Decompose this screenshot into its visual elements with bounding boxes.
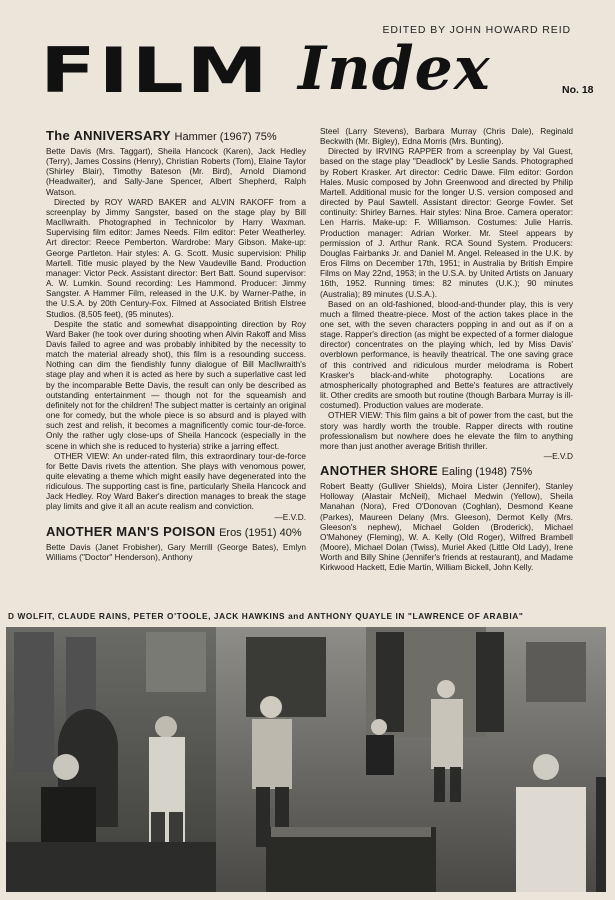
review-paragraph: Despite the static and somewhat disappointing direction by Roy Ward Baker (he took over during shooting when Alvin Rakoff and Miss Davis failed to agree and was probably inhibited by the necessity to match the material already shot), this film is a resounding success. Nothing can dim the fiendishly funny dialogue of Bill MacIlwraith's stage play and when it is acted as here by such a superlative cast led by the incomparable Bette Davis, the result can only be described as outstanding entertainment — though not for the squeamish and definitely not for the children! The subject matter is certainly an original one for comedy, but the whole piece is so absurd and is played with such zest and relish, it becomes a magnificently comic tour-de-force. Only the rather ugly close-ups of Sheila Hancock (especially in the scene in which she is reduced to hysteria) strike a jarring effect. (46, 318, 306, 451)
left-column (46, 126, 306, 604)
entry-title-anniversary (46, 128, 306, 145)
entry-title-text: ANOTHER SHORE (320, 463, 439, 479)
masthead-film: FILM (40, 34, 271, 107)
review-paragraph: Based on an old-fashioned, blood-and-thunder play, this is very much a filmed theatre-piece. Most of the action takes place in the one set, with the seven characters popping in and out as if on a stage. Rapper's direction (as might be expected of a former dialogue director) concentrates on the playing which, led by Miss Davis' overblown performance, is heavily theatrical. The one saving grace of this contrived and ridiculous murder melodrama is Robert Krasker's black-and-white photography. Locations are atmospherically photographed and Bette's features are attractively lit. Other credits are smooth but routine (though Barbara Murray is ill-costumed). Production values are moderate. (320, 298, 573, 411)
reviewer-signature: —E.V.D. (274, 511, 306, 522)
other-view-paragraph: OTHER VIEW: An under-rated film, this extraordinary tour-de-force for Bette Davis rivets the attention. She plays with venomous power, quite elevating a theme which might easily have degenerated into the ridiculous. The supporting cast is fine, particularly Sheila Hancock and Jack Hedley. Roy Ward Baker's direction manages to break the stage play limits and give it all an acute realism and conviction. (46, 450, 306, 512)
right-column (320, 126, 573, 602)
photo-caption: D WOLFIT, CLAUDE RAINS, PETER O'TOOLE, JACK HAWKINS and ANTHONY QUAYLE IN "LAWRENCE OF ARABIA" (8, 611, 524, 621)
entry-title-text: The ANNIVERSARY (46, 128, 171, 143)
masthead-index: Index (298, 34, 491, 104)
film-still-photo (6, 627, 606, 892)
entry-meta: Eros (1951) 40% (219, 526, 302, 539)
entry-title-another-mans-poison (46, 524, 306, 541)
entry-title-another-shore (320, 463, 573, 480)
other-view-paragraph: OTHER VIEW: This film gains a bit of power from the cast, but the story was hardly worth the trouble. Rapper directs with routine professionalism but nowhere does he elevate the film to anything more than just another average British thriller. (320, 410, 573, 451)
editor-credit: EDITED BY JOHN HOWARD REID (382, 24, 571, 36)
entry-meta: Hammer (1967) 75% (174, 131, 277, 143)
issue-number: No. 18 (562, 84, 594, 96)
credits-paragraph: Directed by ROY WARD BAKER and ALVIN RAKOFF from a screenplay by Jimmy Sangster, based on the stage play by Bill MacIlwraith. Photographed in Technicolor by Harry Waxman. Supervising film editor: James Needs. Film editor: Peter Weatherley. Art director: Reece Pemberton. Wardrobe: Mary Gibson. Make-up: George Partleton. Hair styles: A. G. Scott. Music supervision: Philip Martell. Title music played by the New Vaudeville Band. Production manager: Victor Peck. Assistant director: Bert Batt. Sound supervisor: A. W. Lumkin. Sound recording: Les Hammond. Producer: Jimmy Sangster. A Hammer Film, released in the U.K. by Warner-Pathe, in the U.S.A. by 20th Century-Fox. Filmed at Associated British Elstree Studios. (8,505 feet), (95 minutes). (46, 196, 306, 319)
cast-paragraph: Bette Davis (Janet Frobisher), Gary Merrill (George Bates), Emlyn Williams ("Doctor" Henderson), Anthony (46, 541, 306, 562)
entry-meta: Ealing (1948) 75% (441, 466, 533, 479)
cast-paragraph-continued: Steel (Larry Stevens), Barbara Murray (Chris Dale), Reginald Beckwith (Mr. Bigley), Edna Morris (Mrs. Bunting). (320, 126, 573, 147)
cast-paragraph: Bette Davis (Mrs. Taggart), Sheila Hancock (Karen), Jack Hedley (Terry), James Cossins (Henry), Christian Roberts (Tom), Elaine Taylor (Shirley Blair), Timothy Bateson (Mr. Bird), Arnold Diamond (Headwaiter), and Sally-Jane Spencer, Albert Shepherd, Ralph Watson. (46, 146, 306, 197)
credits-paragraph: Directed by IRVING RAPPER from a screenplay by Val Guest, based on the stage play "Deadlock" by Leslie Sands. Photographed by Robert Krasker. Art director: Cedric Dawe. Film editor: Gordon Hales. Music composed by John Greenwood and directed by Philip Martell. Additional music for the longer U.S. version composed and directed by Paul Sawtell. Assistant director: George Fowler. Set continuity: Shirley Barnes. Hair styles: Nina Broe. Camera operator: Len Harris. Make-up: F. Williamson. Costumes: Julie Harris. Production manager: Adrian Worker. Mr. Steel appears by permission of J. Arthur Rank. RCA Sound System. Producers: Douglas Fairbanks Jr. and Daniel M. Angel. Released in the U.K. by Eros Films on December 17th, 1951; in Australia by British Empire Films on May 22nd, 1953; in the U.S.A. by United Artists on January 16th, 1952. Running times: 82 minutes (U.K.); 90 minutes (Australia); 89 minutes (U.S.A.). (320, 146, 573, 299)
reviewer-signature: —E.V.D (543, 451, 573, 461)
cast-paragraph: Robert Beatty (Gulliver Shields), Moira Lister (Jennifer), Stanley Holloway (Alastair McNeil), Michael Medwin (Yellow), Sheila Manahan (Nora), Fred O'Donovan (Coghlan), Desmond Keane (Parkes), Maureen Delany (Mrs. Gleeson), Dermot Kelly (Mrs. Gleeson's nephew), Michael Golden (Broderick), Michael O'Mahoney (Fleming), W. A. Kelly (Old Roger), Wilfred Brambell (Moore), Michael Dolan (Twiss), Muriel Aked (Little Old Lady), Irene Worth and Billy Shine (Jennifer's friends at restaurant), and Madame Kirkwood Hackett, Edie Martin, William Bickell, John Kelly. (320, 481, 573, 573)
entry-title-text: ANOTHER MAN'S POISON (46, 523, 216, 539)
